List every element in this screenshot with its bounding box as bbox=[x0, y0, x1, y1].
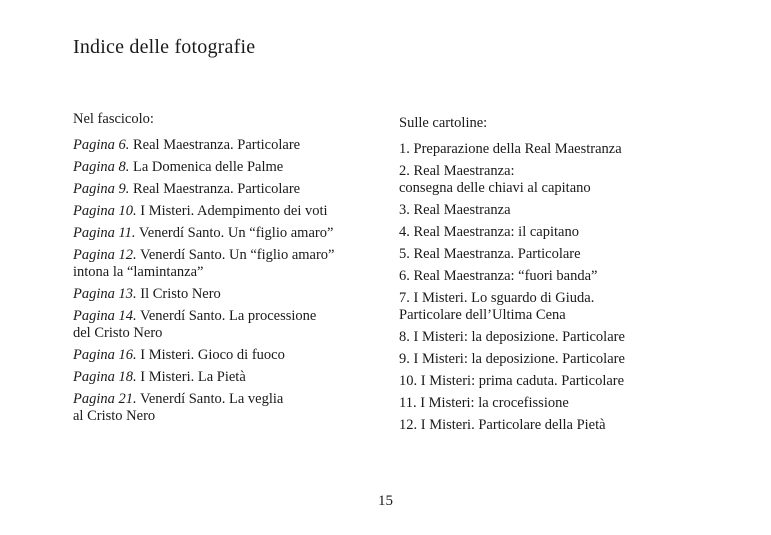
list-item bbox=[73, 137, 378, 154]
list-item bbox=[399, 141, 699, 158]
list-item bbox=[399, 417, 699, 434]
list-item bbox=[73, 203, 378, 220]
cartoline-entries bbox=[399, 141, 699, 434]
page-number: 15 bbox=[378, 493, 393, 509]
photo-caption: Venerdí Santo. Un “figlio amaro” bbox=[135, 225, 334, 241]
fascicolo-entries bbox=[73, 137, 378, 425]
photo-caption: I Misteri. Adempimento dei voti bbox=[136, 203, 328, 219]
photo-caption-continued: del Cristo Nero bbox=[73, 325, 163, 341]
page-reference: Pagina 8. bbox=[73, 159, 130, 175]
postcard-caption: 12. I Misteri. Particolare della Pietà bbox=[399, 417, 606, 433]
list-item bbox=[399, 246, 699, 263]
section-heading-fascicolo: Nel fascicolo: bbox=[73, 111, 154, 127]
page-reference: Pagina 18. bbox=[73, 369, 137, 385]
postcard-caption: 1. Preparazione della Real Maestranza bbox=[399, 141, 622, 157]
postcard-caption-continued: consegna delle chiavi al capitano bbox=[399, 180, 591, 196]
list-item bbox=[399, 351, 699, 368]
page-reference: Pagina 12. bbox=[73, 247, 137, 263]
section-heading-cartoline: Sulle cartoline: bbox=[399, 115, 488, 131]
postcard-caption: 5. Real Maestranza. Particolare bbox=[399, 246, 581, 262]
postcard-caption: 7. I Misteri. Lo sguardo di Giuda. bbox=[399, 290, 595, 306]
page-title: Indice delle fotografie bbox=[73, 36, 256, 58]
page-reference: Pagina 9. bbox=[73, 181, 130, 197]
photo-caption: I Misteri. Gioco di fuoco bbox=[136, 347, 285, 363]
list-item bbox=[73, 391, 378, 425]
page-reference: Pagina 14. bbox=[73, 308, 137, 324]
photo-caption: Venerdí Santo. La veglia bbox=[136, 391, 284, 407]
list-item bbox=[399, 290, 699, 324]
list-item bbox=[73, 286, 378, 303]
list-item bbox=[399, 163, 699, 197]
page-reference: Pagina 21. bbox=[73, 391, 137, 407]
photo-caption: Real Maestranza. Particolare bbox=[129, 137, 301, 153]
postcard-caption: 9. I Misteri: la deposizione. Particolare bbox=[399, 351, 625, 367]
list-item bbox=[399, 373, 699, 390]
list-item bbox=[73, 225, 378, 242]
photo-caption-continued: intona la “lamintanza” bbox=[73, 264, 204, 280]
list-item bbox=[399, 202, 699, 219]
photo-list-fascicolo bbox=[73, 111, 378, 430]
list-item bbox=[73, 369, 378, 386]
list-item bbox=[73, 347, 378, 364]
postcard-caption-continued: Particolare dell’Ultima Cena bbox=[399, 307, 566, 323]
page-reference: Pagina 16. bbox=[73, 347, 137, 363]
postcard-caption: 8. I Misteri: la deposizione. Particolare bbox=[399, 329, 625, 345]
postcard-caption: 6. Real Maestranza: “fuori banda” bbox=[399, 268, 598, 284]
photo-caption: La Domenica delle Palme bbox=[129, 159, 284, 175]
postcard-caption: 2. Real Maestranza: bbox=[399, 163, 515, 179]
list-item bbox=[73, 159, 378, 176]
page-reference: Pagina 11. bbox=[73, 225, 136, 241]
list-item bbox=[399, 224, 699, 241]
photo-caption-continued: al Cristo Nero bbox=[73, 408, 156, 424]
list-item bbox=[73, 247, 378, 281]
list-item bbox=[399, 268, 699, 285]
list-item bbox=[399, 395, 699, 412]
photo-list-cartoline bbox=[399, 115, 699, 439]
page-reference: Pagina 6. bbox=[73, 137, 130, 153]
postcard-caption: 3. Real Maestranza bbox=[399, 202, 511, 218]
page-reference: Pagina 10. bbox=[73, 203, 137, 219]
postcard-caption: 11. I Misteri: la crocefissione bbox=[399, 395, 569, 411]
photo-caption: Venerdí Santo. La processione bbox=[136, 308, 317, 324]
postcard-caption: 4. Real Maestranza: il capitano bbox=[399, 224, 579, 240]
photo-caption: Real Maestranza. Particolare bbox=[129, 181, 301, 197]
list-item bbox=[73, 181, 378, 198]
photo-caption: I Misteri. La Pietà bbox=[136, 369, 246, 385]
list-item bbox=[73, 308, 378, 342]
page-reference: Pagina 13. bbox=[73, 286, 137, 302]
postcard-caption: 10. I Misteri: prima caduta. Particolare bbox=[399, 373, 625, 389]
photo-caption: Venerdí Santo. Un “figlio amaro” bbox=[136, 247, 335, 263]
list-item bbox=[399, 329, 699, 346]
photo-caption: Il Cristo Nero bbox=[136, 286, 221, 302]
